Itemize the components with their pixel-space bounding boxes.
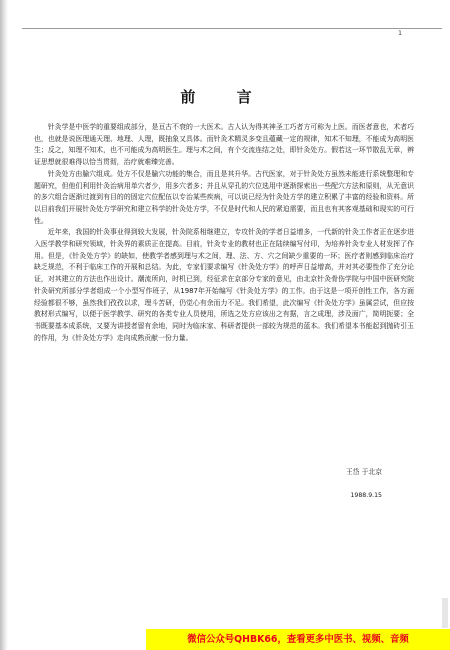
page-number: 1 [398, 30, 402, 37]
wechat-banner: 微信公众号QHBK66，查看更多中医书、视频、音频 [146, 629, 450, 650]
scan-corner-mark [442, 598, 448, 628]
page-top-border [22, 28, 442, 29]
preface-body [34, 122, 414, 344]
paragraph-3: 近年来，我国的针灸事业得到较大发展，针灸院系相继建立，专攻针灸的学者日益增多，一代新的针灸工作者正在逐步进入医学教学和研究领域，针灸界的素质正在提高。目前，针灸专业的教材也正在陆续编写付印，为培养针灸专业人材发挥了作用。但是，《针灸处方学》的缺如，使教学者感到理与术之间，理、法、方、穴之间缺少重要的一环；医疗者则感到临床治疗缺乏规范，不利于临床工作的开展和总结。为此，专家们要求编写《针灸处方学》的呼声日益增高，并对其必要性作了充分论证，对其建立的方法也作出设计。潮流所向，时机已到，经征求在京部分专家的意见，由北京针灸骨伤学院与中国中医研究院针灸研究所部分学者组成一个小型写作班子，从1987年开始编写《针灸处方学》的工作。由于这是一项开创性工作，各方面经验都很不够，虽然我们孜孜以求，理斗苦研，仍觉心有余而力不足。我们希望，此次编写《针灸处方学》虽属尝试，但应按教材形式编写，以便于医学教学、研究的各类专业人员使用，所选之处方应该出之有据，言之成理，涉及面广，简明扼要；全书既要基本成系统，又要为讲授者留有余地，同时为临床家、科研者提供一部较为规范的蓝本。我们希望本书能起到抛砖引玉的作用，为《针灸处方学》走向成熟贡献一份力量。 [34, 228, 414, 342]
paragraph-2: 针灸处方由腧穴组成。处方不仅是腧穴功能的集合，而且是其升华。古代医家，对于针灸处方虽然未能进行系统整理和专题研究，但他们利用针灸治病用单穴者少，用多穴者多；并且从穿孔的穴位选用中逐渐探索出一些配穴方法和原则，从无意识的多穴组合逐渐过渡到有目的的固定穴位配伍以专治某些疾病，可以说已经为针灸处方学的建立积累了丰富的经验和资料。所以目前我们开展针灸处方学研究和建立科学的针灸处方学，不仅是时代和人民的紧迫需要，而且也有其客观基础和现实的可行性。 [34, 169, 414, 225]
paragraph-1: 针灸学是中医学的重要组成部分，是亘古不衰的一大医术。古人认为得其神圣工巧者方可称为上医。而医者意也，术者巧也，也就是说医理通天理、地理、人理，既抽象又具体。而针灸术精灵多变且蕴藏一定的规律，知术不知理，不能成为高明医生；反之，知理不知术，也不可能成为高明医生。理与术之间，有个交流连结之处，即针灸处方。假若这一环节散乱无章，辨证思想就很难得以恰当贯彻，治疗就难臻完善。 [34, 123, 414, 167]
author-signature: 王岱 于北京 [345, 468, 382, 476]
page-title: 前 言 [180, 88, 270, 106]
signature-date: 1988.9.15 [350, 492, 382, 499]
